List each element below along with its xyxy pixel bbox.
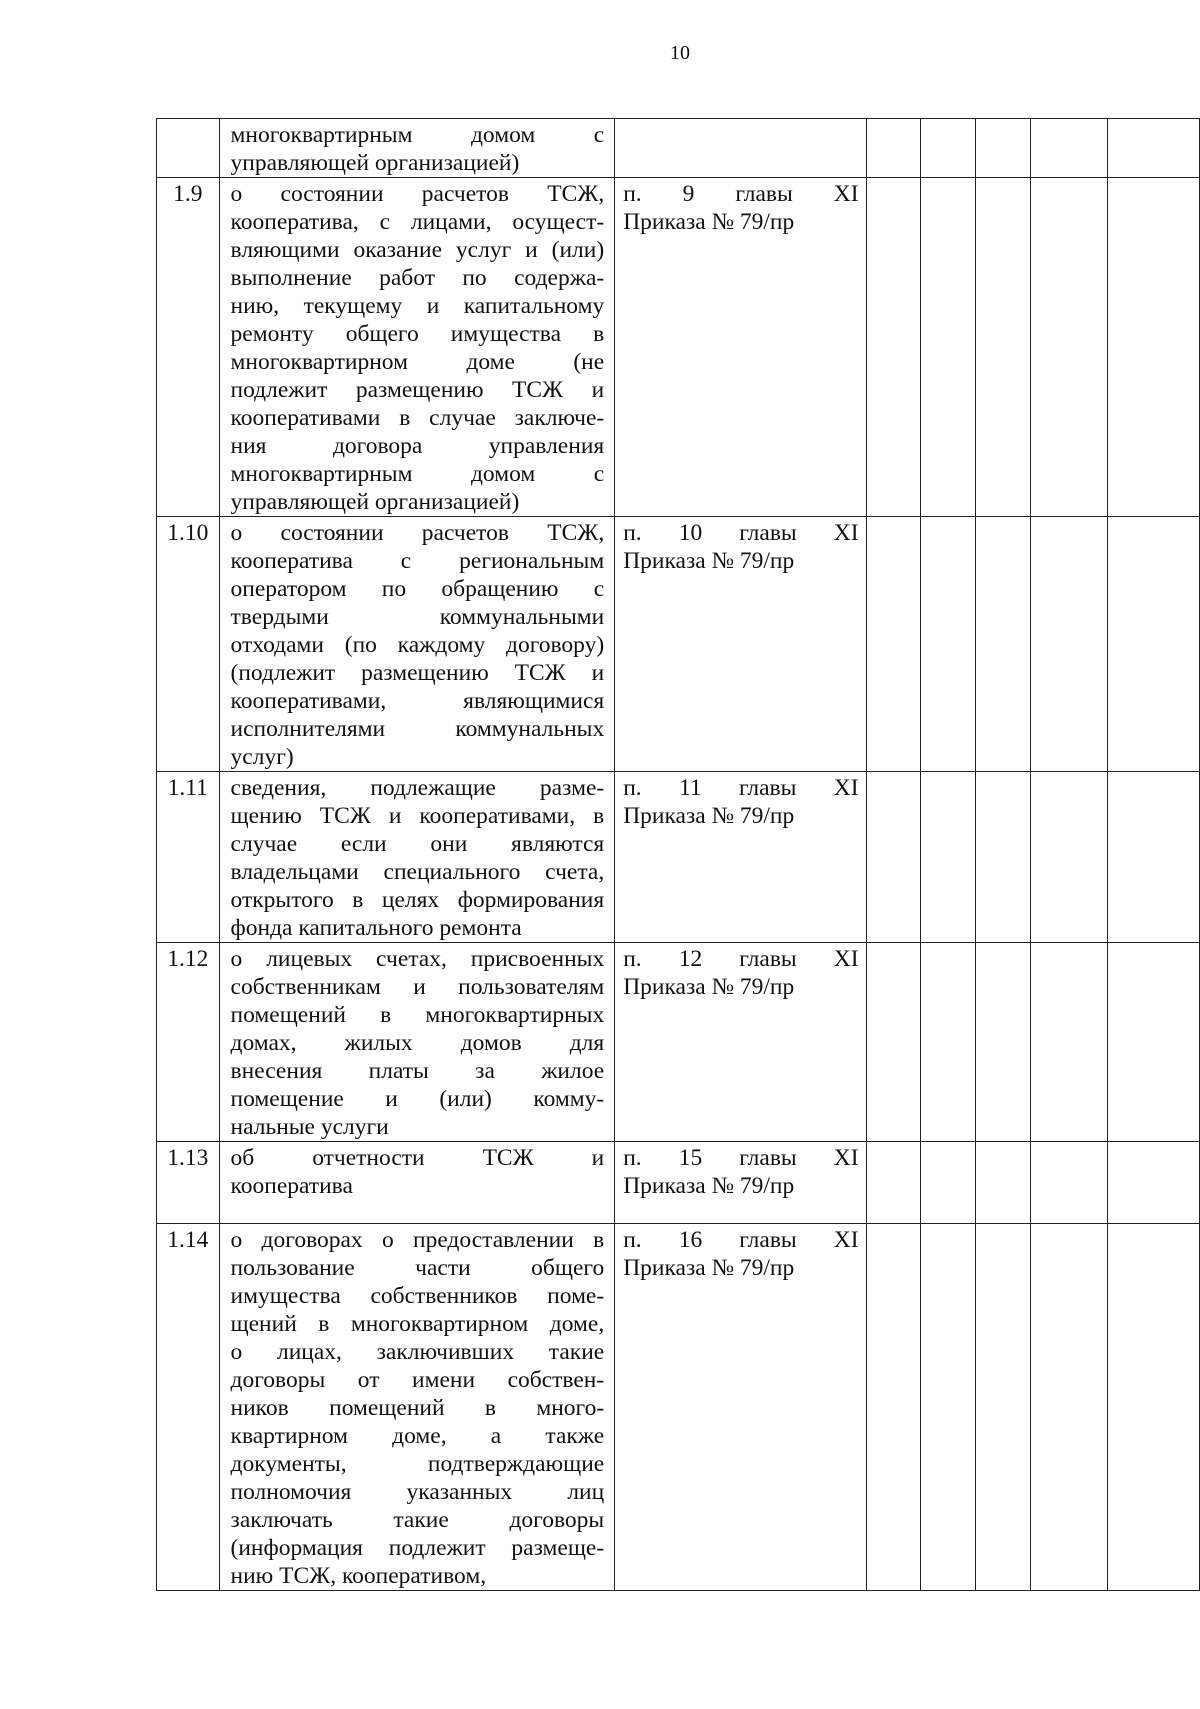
row-description xyxy=(219,1224,615,1591)
empty-cell xyxy=(975,1224,1030,1591)
empty-cell xyxy=(866,772,920,943)
description-line: выполнение работ по содержа- xyxy=(230,265,605,291)
row-description xyxy=(219,1142,615,1224)
table-row xyxy=(157,178,1200,517)
row-number: 1.12 xyxy=(157,943,220,1142)
description-line: о состоянии расчетов ТСЖ, xyxy=(230,520,605,546)
description-line: кооператива xyxy=(230,1173,353,1199)
description-line: случае если они являются xyxy=(230,831,605,857)
empty-cell xyxy=(920,517,975,772)
description-line: оператором по обращению с xyxy=(230,576,605,602)
empty-cell xyxy=(1030,178,1108,517)
empty-cell xyxy=(1030,517,1108,772)
empty-cell xyxy=(975,943,1030,1142)
row-reference xyxy=(615,1224,866,1591)
table-row xyxy=(157,119,1200,178)
description-line: нальные услуги xyxy=(230,1114,389,1140)
empty-cell xyxy=(866,178,920,517)
description-line: о договорах о предоставлении в xyxy=(230,1227,605,1253)
row-number: 1.10 xyxy=(157,517,220,772)
description-line: нию ТСЖ, кооперативом, xyxy=(230,1563,487,1589)
description-line: собственникам и пользователям xyxy=(230,974,605,1000)
empty-cell xyxy=(1108,943,1200,1142)
empty-cell xyxy=(866,119,920,178)
empty-cell xyxy=(866,517,920,772)
reference-line: Приказа № 79/пр xyxy=(623,974,795,1000)
description-line: нию, текущему и капитальному xyxy=(230,293,605,319)
row-description xyxy=(219,517,615,772)
description-line: домах, жилых домов для xyxy=(230,1030,605,1056)
description-line: многоквартирным домом с xyxy=(230,461,605,487)
empty-cell xyxy=(1030,1224,1108,1591)
empty-cell xyxy=(920,772,975,943)
description-line: квартирном доме, а также xyxy=(230,1423,605,1449)
reference-line: Приказа № 79/пр xyxy=(623,548,795,574)
empty-cell xyxy=(920,943,975,1142)
table-row xyxy=(157,1142,1200,1224)
empty-cell xyxy=(1108,178,1200,517)
reference-line: Приказа № 79/пр xyxy=(623,1173,795,1199)
reference-line: п. 15 главы XI xyxy=(623,1145,859,1171)
empty-cell xyxy=(1108,772,1200,943)
description-line: заключать такие договоры xyxy=(230,1507,605,1533)
description-line: о состоянии расчетов ТСЖ, xyxy=(230,181,605,207)
row-reference xyxy=(615,943,866,1142)
description-line: полномочия указанных лиц xyxy=(230,1479,605,1505)
reference-line: п. 9 главы XI xyxy=(623,181,859,207)
description-line: внесения платы за жилое xyxy=(230,1058,605,1084)
description-line: договоры от имени собствен- xyxy=(230,1367,605,1393)
empty-cell xyxy=(920,1142,975,1224)
empty-cell xyxy=(1108,1142,1200,1224)
row-number: 1.13 xyxy=(157,1142,220,1224)
reference-line: Приказа № 79/пр xyxy=(623,209,795,235)
empty-cell xyxy=(975,119,1030,178)
description-line: управляющей организацией) xyxy=(230,150,520,176)
row-reference xyxy=(615,1142,866,1224)
reference-line xyxy=(623,149,858,177)
table-row xyxy=(157,943,1200,1142)
description-line: многоквартирном доме (не xyxy=(230,349,605,375)
description-line: о лицевых счетах, присвоенных xyxy=(230,946,605,972)
empty-cell xyxy=(1030,772,1108,943)
row-number: 1.14 xyxy=(157,1224,220,1591)
empty-cell xyxy=(920,178,975,517)
description-line: вляющими оказание услуг и (или) xyxy=(230,237,605,263)
row-number xyxy=(157,119,220,178)
empty-cell xyxy=(1030,119,1108,178)
description-line: щению ТСЖ и кооперативами, в xyxy=(230,803,605,829)
empty-cell xyxy=(920,119,975,178)
empty-cell xyxy=(866,1142,920,1224)
description-line: о лицах, заключивших такие xyxy=(230,1339,605,1365)
empty-cell xyxy=(975,517,1030,772)
empty-cell xyxy=(1030,943,1108,1142)
table-row xyxy=(157,517,1200,772)
empty-cell xyxy=(866,1224,920,1591)
description-line: твердыми коммунальными xyxy=(230,604,605,630)
row-reference xyxy=(615,772,866,943)
description-line: подлежит размещению ТСЖ и xyxy=(230,377,605,403)
table-row xyxy=(157,1224,1200,1591)
reference-line: Приказа № 79/пр xyxy=(623,1255,795,1281)
description-line: пользование части общего xyxy=(230,1255,605,1281)
reference-line: п. 11 главы XI xyxy=(623,775,859,801)
reference-line: п. 12 главы XI xyxy=(623,946,859,972)
empty-cell xyxy=(975,1142,1030,1224)
empty-cell xyxy=(1108,119,1200,178)
description-line: ремонту общего имущества в xyxy=(230,321,605,347)
description-line: кооперативами, являющимися xyxy=(230,688,605,714)
description-line: многоквартирным домом с xyxy=(230,122,605,148)
description-line: кооперативами в случае заключе- xyxy=(230,405,605,431)
empty-cell xyxy=(1030,1142,1108,1224)
description-line: об отчетности ТСЖ и xyxy=(230,1145,605,1171)
description-line: (информация подлежит размеще- xyxy=(230,1535,605,1561)
description-line: помещение и (или) комму- xyxy=(230,1086,605,1112)
row-description xyxy=(219,119,615,178)
reference-line: п. 16 главы XI xyxy=(623,1227,859,1253)
empty-cell xyxy=(1108,517,1200,772)
empty-cell xyxy=(975,178,1030,517)
description-line: исполнителями коммунальных xyxy=(230,716,605,742)
row-description xyxy=(219,178,615,517)
description-line: открытого в целях формирования xyxy=(230,887,605,913)
description-line: ников помещений в много- xyxy=(230,1395,605,1421)
page-number: 10 xyxy=(670,42,690,64)
row-reference xyxy=(615,517,866,772)
empty-cell xyxy=(975,772,1030,943)
description-line: имущества собственников поме- xyxy=(230,1283,605,1309)
description-line: отходами (по каждому договору) xyxy=(230,632,605,658)
requirements-table xyxy=(156,118,1200,1591)
description-line: документы, подтверждающие xyxy=(230,1451,605,1477)
reference-line: Приказа № 79/пр xyxy=(623,803,795,829)
row-description xyxy=(219,772,615,943)
row-description xyxy=(219,943,615,1142)
row-number: 1.11 xyxy=(157,772,220,943)
description-line: кооператива с региональным xyxy=(230,548,605,574)
table-row xyxy=(157,772,1200,943)
description-line: фонда капитального ремонта xyxy=(230,915,522,941)
row-reference xyxy=(615,178,866,517)
empty-cell xyxy=(920,1224,975,1591)
description-line: управляющей организацией) xyxy=(230,489,520,515)
description-line: ния договора управления xyxy=(230,433,605,459)
row-reference xyxy=(615,119,866,178)
description-line: кооператива, с лицами, осущест- xyxy=(230,209,605,235)
description-line: (подлежит размещению ТСЖ и xyxy=(230,660,605,686)
description-line: щений в многоквартирном доме, xyxy=(230,1311,605,1337)
description-line: услуг) xyxy=(230,744,294,770)
empty-cell xyxy=(866,943,920,1142)
reference-line xyxy=(623,121,858,149)
description-line: сведения, подлежащие разме- xyxy=(230,775,605,801)
description-line: помещений в многоквартирных xyxy=(230,1002,605,1028)
reference-line: п. 10 главы XI xyxy=(623,520,859,546)
description-line: владельцами специального счета, xyxy=(230,859,605,885)
row-number: 1.9 xyxy=(157,178,220,517)
empty-cell xyxy=(1108,1224,1200,1591)
